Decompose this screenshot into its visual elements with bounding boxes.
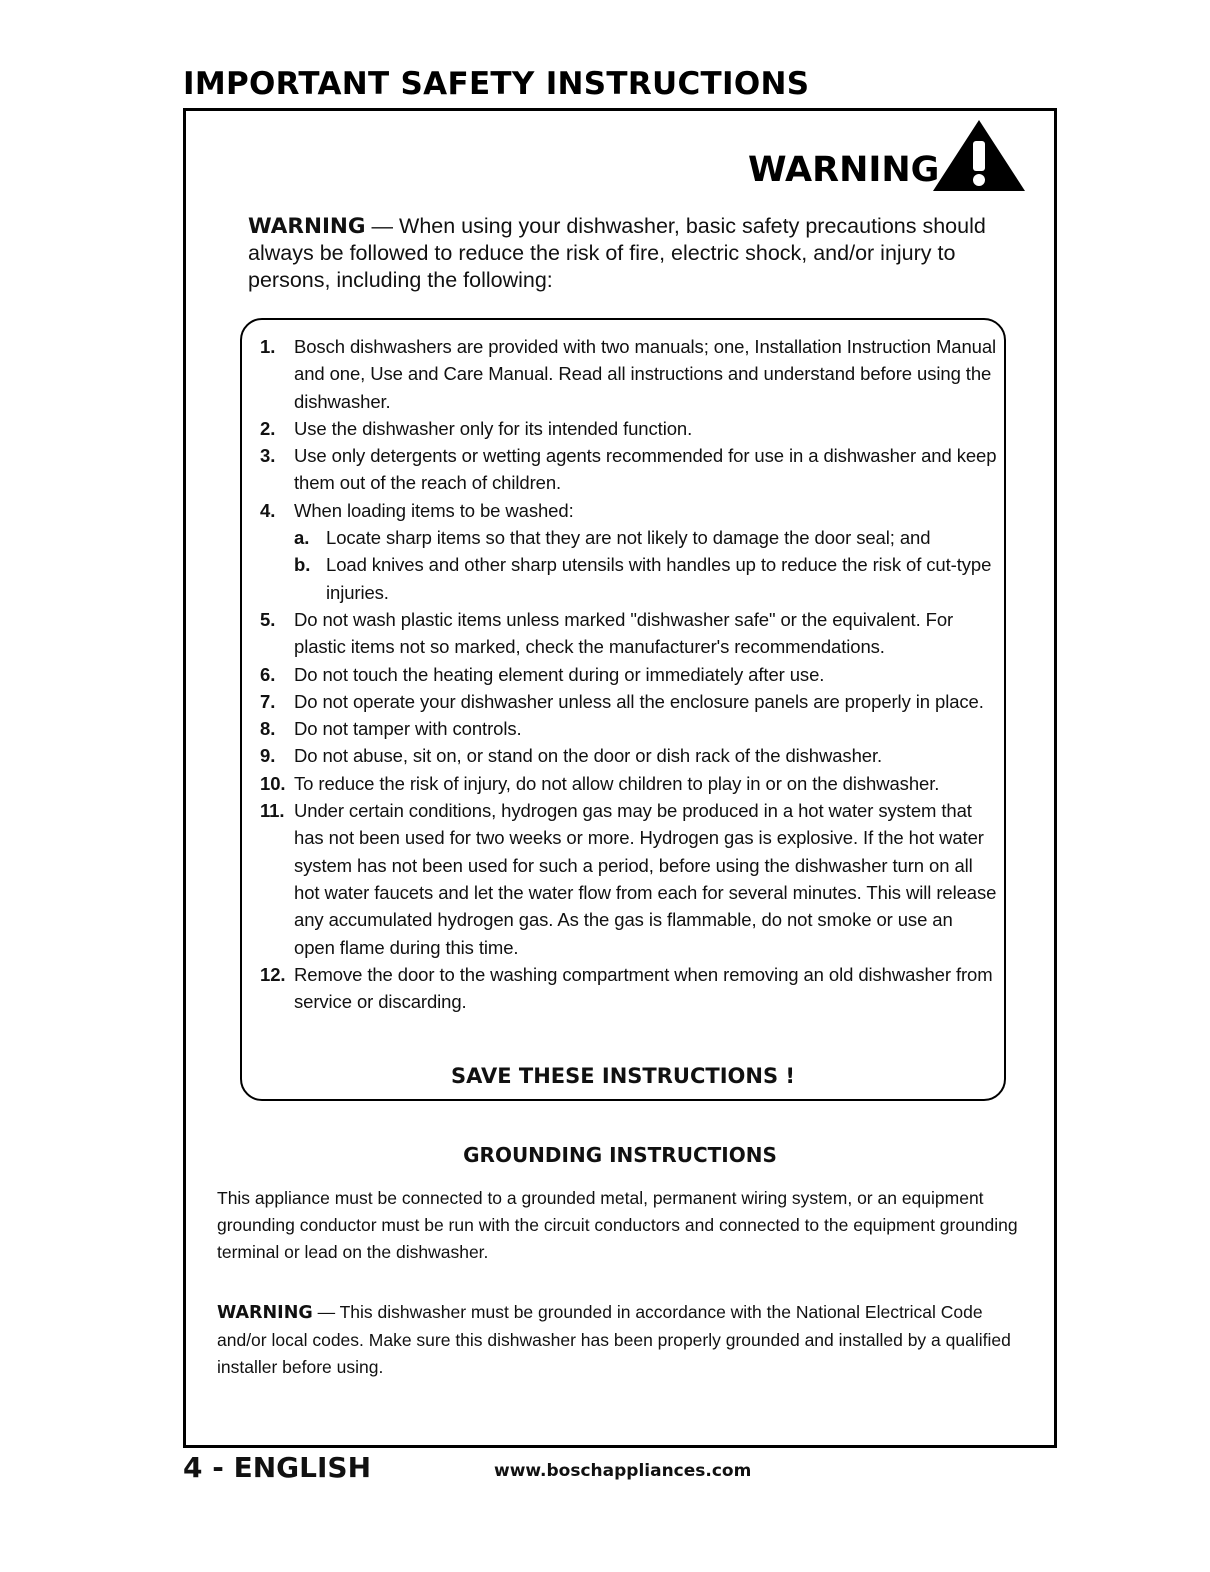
rule-number: 9. bbox=[260, 745, 276, 767]
rule-body bbox=[294, 333, 998, 415]
rule-sub-item bbox=[294, 524, 998, 551]
grounding-body: This appliance must be connected to a grounded metal, permanent wiring system, or an equipment grounding conductor must be run with the circuit conductors and connected to the equipment grounding terminal or lead on the dishwasher. bbox=[217, 1188, 1018, 1262]
safety-rule-item bbox=[260, 715, 998, 742]
rule-text: Remove the door to the washing compartment when removing an old dishwasher from service or discarding. bbox=[294, 963, 993, 1013]
save-instructions-line: SAVE THESE INSTRUCTIONS ! bbox=[451, 1064, 795, 1088]
rule-number: 11. bbox=[260, 800, 285, 822]
rule-sub-item bbox=[294, 551, 998, 606]
rule-body bbox=[294, 961, 998, 1016]
rule-text: When loading items to be washed: bbox=[294, 499, 574, 521]
rule-number: 7. bbox=[260, 690, 276, 712]
rule-text: Do not operate your dishwasher unless all the enclosure panels are properly in place. bbox=[294, 690, 984, 712]
rule-body bbox=[294, 442, 998, 497]
safety-rule-item bbox=[260, 961, 998, 1016]
warning-triangle-icon bbox=[930, 117, 1028, 193]
rule-text: Use only detergents or wetting agents recommended for use in a dishwasher and keep them out of the reach of children. bbox=[294, 445, 997, 494]
rule-number: 12. bbox=[260, 963, 286, 985]
rule-sub-letter: a. bbox=[294, 527, 310, 549]
rule-number: 5. bbox=[260, 608, 276, 630]
rule-text: Use the dishwasher only for its intended function. bbox=[294, 417, 693, 439]
safety-rule-item bbox=[260, 797, 998, 961]
rule-body bbox=[294, 661, 824, 688]
page-title: IMPORTANT SAFETY INSTRUCTIONS bbox=[183, 66, 810, 102]
intro-warning-lead: WARNING bbox=[248, 214, 366, 239]
footer-url: www.boschappliances.com bbox=[494, 1461, 752, 1481]
rule-text: Do not wash plastic items unless marked "dishwasher safe" or the equivalent. For plastic items not so marked, check the manufacturer's recommendations. bbox=[294, 608, 954, 658]
rule-text: Do not touch the heating element during or immediately after use. bbox=[294, 663, 825, 685]
rule-body bbox=[294, 742, 882, 769]
rule-text: Bosch dishwashers are provided with two manuals; one, Installation Instruction Manual and one, Use and Care Manual. Read all instructions and understand before using the dishwasher. bbox=[294, 336, 997, 412]
rule-number: 2. bbox=[260, 417, 276, 439]
rule-body bbox=[294, 715, 522, 742]
grounding-warning-lead: WARNING bbox=[217, 1303, 313, 1323]
rule-sub-letter: b. bbox=[294, 554, 311, 576]
rule-number: 6. bbox=[260, 663, 276, 685]
safety-rule-item bbox=[260, 333, 998, 415]
grounding-warning bbox=[217, 1299, 1029, 1381]
warning-heading: WARNING bbox=[748, 150, 940, 190]
safety-rule-item bbox=[260, 742, 998, 769]
rule-body bbox=[294, 797, 998, 961]
rule-sub-list bbox=[294, 524, 998, 606]
safety-rule-item bbox=[260, 606, 998, 661]
rule-body bbox=[294, 497, 998, 606]
rule-body bbox=[294, 770, 939, 797]
footer-page-label: 4 - ENGLISH bbox=[183, 1451, 372, 1484]
grounding-heading: GROUNDING INSTRUCTIONS bbox=[463, 1143, 777, 1167]
rule-text: To reduce the risk of injury, do not allow children to play in or on the dishwasher. bbox=[294, 772, 940, 794]
safety-rule-item bbox=[260, 688, 998, 715]
rule-sub-text: Load knives and other sharp utensils with handles up to reduce the risk of cut-type injuries. bbox=[326, 554, 992, 603]
rule-text: Under certain conditions, hydrogen gas may be produced in a hot water system that has not been used for two weeks or more. Hydrogen gas is explosive. If the hot water system has not been used for such a period, before using the dishwasher turn on all hot water faucets and let the water flow from each for several minutes. This will release any accumulated hydrogen gas. As the gas is flammable, do not smoke or use an open flame during this time. bbox=[294, 800, 997, 958]
rule-body bbox=[294, 415, 692, 442]
safety-rule-item bbox=[260, 415, 998, 442]
intro-text: — When using your dishwasher, basic safety precautions should always be followed to reduce the risk of fire, electric shock, and/or injury to persons, including the following: bbox=[248, 214, 986, 292]
safety-rule-item bbox=[260, 442, 998, 497]
grounding-warning-text: — This dishwasher must be grounded in accordance with the National Electrical Code and/or local codes. Make sure this dishwasher has been properly grounded and installed by a qualified installer before using. bbox=[217, 1302, 1011, 1377]
rule-text: Do not tamper with controls. bbox=[294, 718, 522, 740]
intro-paragraph bbox=[248, 213, 990, 294]
safety-rule-item bbox=[260, 497, 998, 606]
rule-number: 10. bbox=[260, 772, 286, 794]
rule-number: 4. bbox=[260, 499, 276, 521]
safety-rule-item bbox=[260, 770, 998, 797]
rule-body bbox=[294, 606, 998, 661]
safety-rules-list bbox=[260, 333, 998, 1015]
safety-rule-item bbox=[260, 661, 998, 688]
rule-number: 3. bbox=[260, 445, 276, 467]
rule-text: Do not abuse, sit on, or stand on the door or dish rack of the dishwasher. bbox=[294, 745, 883, 767]
rule-sub-text: Locate sharp items so that they are not likely to damage the door seal; and bbox=[326, 527, 931, 549]
rule-number: 8. bbox=[260, 718, 276, 740]
rule-body bbox=[294, 688, 984, 715]
rule-number: 1. bbox=[260, 336, 276, 357]
